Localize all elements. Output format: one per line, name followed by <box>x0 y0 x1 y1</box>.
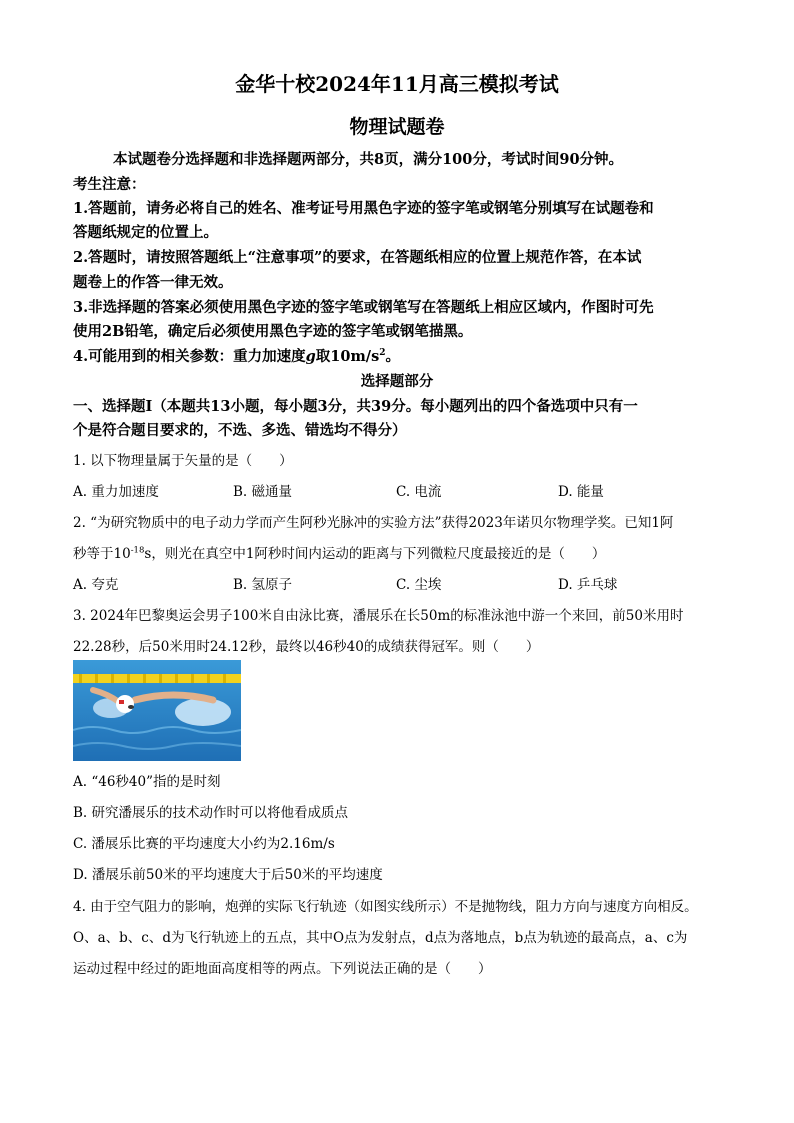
exam-title: 金华十校2024年11月高三模拟考试 <box>235 72 559 96</box>
q2-option-b: B. 氢原子 <box>233 577 293 593</box>
notice-item-2b: 题卷上的作答一律无效。 <box>73 274 233 291</box>
q2-stem-b-post: s，则光在真空中1阿秒时间内运动的距离与下列微粒尺度最接近的是（ ） <box>144 546 606 562</box>
q2-stem-b-pre: 秒等于10 <box>73 546 131 562</box>
gravity-symbol: g <box>305 348 316 365</box>
notice-heading: 考生注意： <box>73 176 146 193</box>
notice-item-4 <box>73 345 400 366</box>
notice-item-4-end: 。 <box>385 348 401 365</box>
part1-heading-a: 一、选择题Ⅰ（本题共13小题，每小题3分，共39分。每小题列出的四个备选项中只有一 <box>73 398 638 415</box>
notice-item-4-post: 取10m/s <box>315 348 380 365</box>
q2-stem-b-sup: -18 <box>130 545 145 556</box>
q2-option-c: C. 尘埃 <box>396 577 442 593</box>
q3-stem-a: 3. 2024年巴黎奥运会男子100米自由泳比赛，潘展乐在长50m的标准泳池中游一个来回，前50米用时 <box>73 608 684 624</box>
q1-option-a: A. 重力加速度 <box>73 484 159 500</box>
notice-item-2a: 2.答题时，请按照答题纸上“注意事项”的要求，在答题纸相应的位置上规范作答，在本试 <box>73 249 642 266</box>
notice-item-4-pre: 4.可能用到的相关参数：重力加速度 <box>73 348 306 365</box>
q1-option-d: D. 能量 <box>558 484 604 500</box>
notice-item-3b: 使用2B铅笔，确定后必须使用黑色字迹的签字笔或钢笔描黑。 <box>73 323 473 340</box>
q2-stem-a: 2. “为研究物质中的电子动力学而产生阿秒光脉冲的实验方法”获得2023年诺贝尔物理学奖。已知1阿 <box>73 515 674 531</box>
q1-option-c: C. 电流 <box>396 484 442 500</box>
q1-option-b: B. 磁通量 <box>233 484 293 500</box>
q4-stem-b: O、a、b、c、d为飞行轨迹上的五点，其中O点为发射点，d点为落地点，b点为轨迹的最高点，a、c为 <box>73 930 688 946</box>
notice-item-4-sup: 2 <box>379 348 386 359</box>
intro-text: 本试题卷分选择题和非选择题两部分，共8页，满分100分，考试时间90分钟。 <box>113 151 624 168</box>
exam-subtitle: 物理试题卷 <box>349 116 445 138</box>
q4-stem-c: 运动过程中经过的距地面高度相等的两点。下列说法正确的是（ ） <box>73 961 492 977</box>
q3-option-b: B. 研究潘展乐的技术动作时可以将他看成质点 <box>73 805 349 821</box>
swimmer-photo <box>73 660 241 761</box>
q4-stem-a: 4. 由于空气阻力的影响，炮弹的实际飞行轨迹（如图实线所示）不是抛物线，阻力方向与速度方向相反。 <box>73 899 698 915</box>
notice-item-3a: 3.非选择题的答案必须使用黑色字迹的签字笔或钢笔写在答题纸上相应区域内，作图时可先 <box>73 299 654 316</box>
q3-stem-b: 22.28秒，后50米用时24.12秒，最终以46秒40的成绩获得冠军。则（ ） <box>73 639 540 655</box>
section-title: 选择题部分 <box>360 373 434 390</box>
q1-stem: 1. 以下物理量属于矢量的是（ ） <box>73 453 293 469</box>
notice-item-1a: 1.答题前，请务必将自己的姓名、准考证号用黑色字迹的签字笔或钢笔分别填写在试题卷和 <box>73 200 654 217</box>
part1-heading-b: 个是符合题目要求的，不选、多选、错选均不得分） <box>73 422 407 439</box>
q3-option-d: D. 潘展乐前50米的平均速度大于后50米的平均速度 <box>73 867 383 883</box>
q2-stem-b <box>73 542 605 562</box>
q3-option-a: A. “46秒40”指的是时刻 <box>73 774 221 790</box>
q2-option-d: D. 乒乓球 <box>558 577 618 593</box>
notice-item-1b: 答题纸规定的位置上。 <box>73 224 218 241</box>
q2-option-a: A. 夸克 <box>73 577 119 593</box>
q3-option-c: C. 潘展乐比赛的平均速度大小约为2.16m/s <box>73 836 335 852</box>
